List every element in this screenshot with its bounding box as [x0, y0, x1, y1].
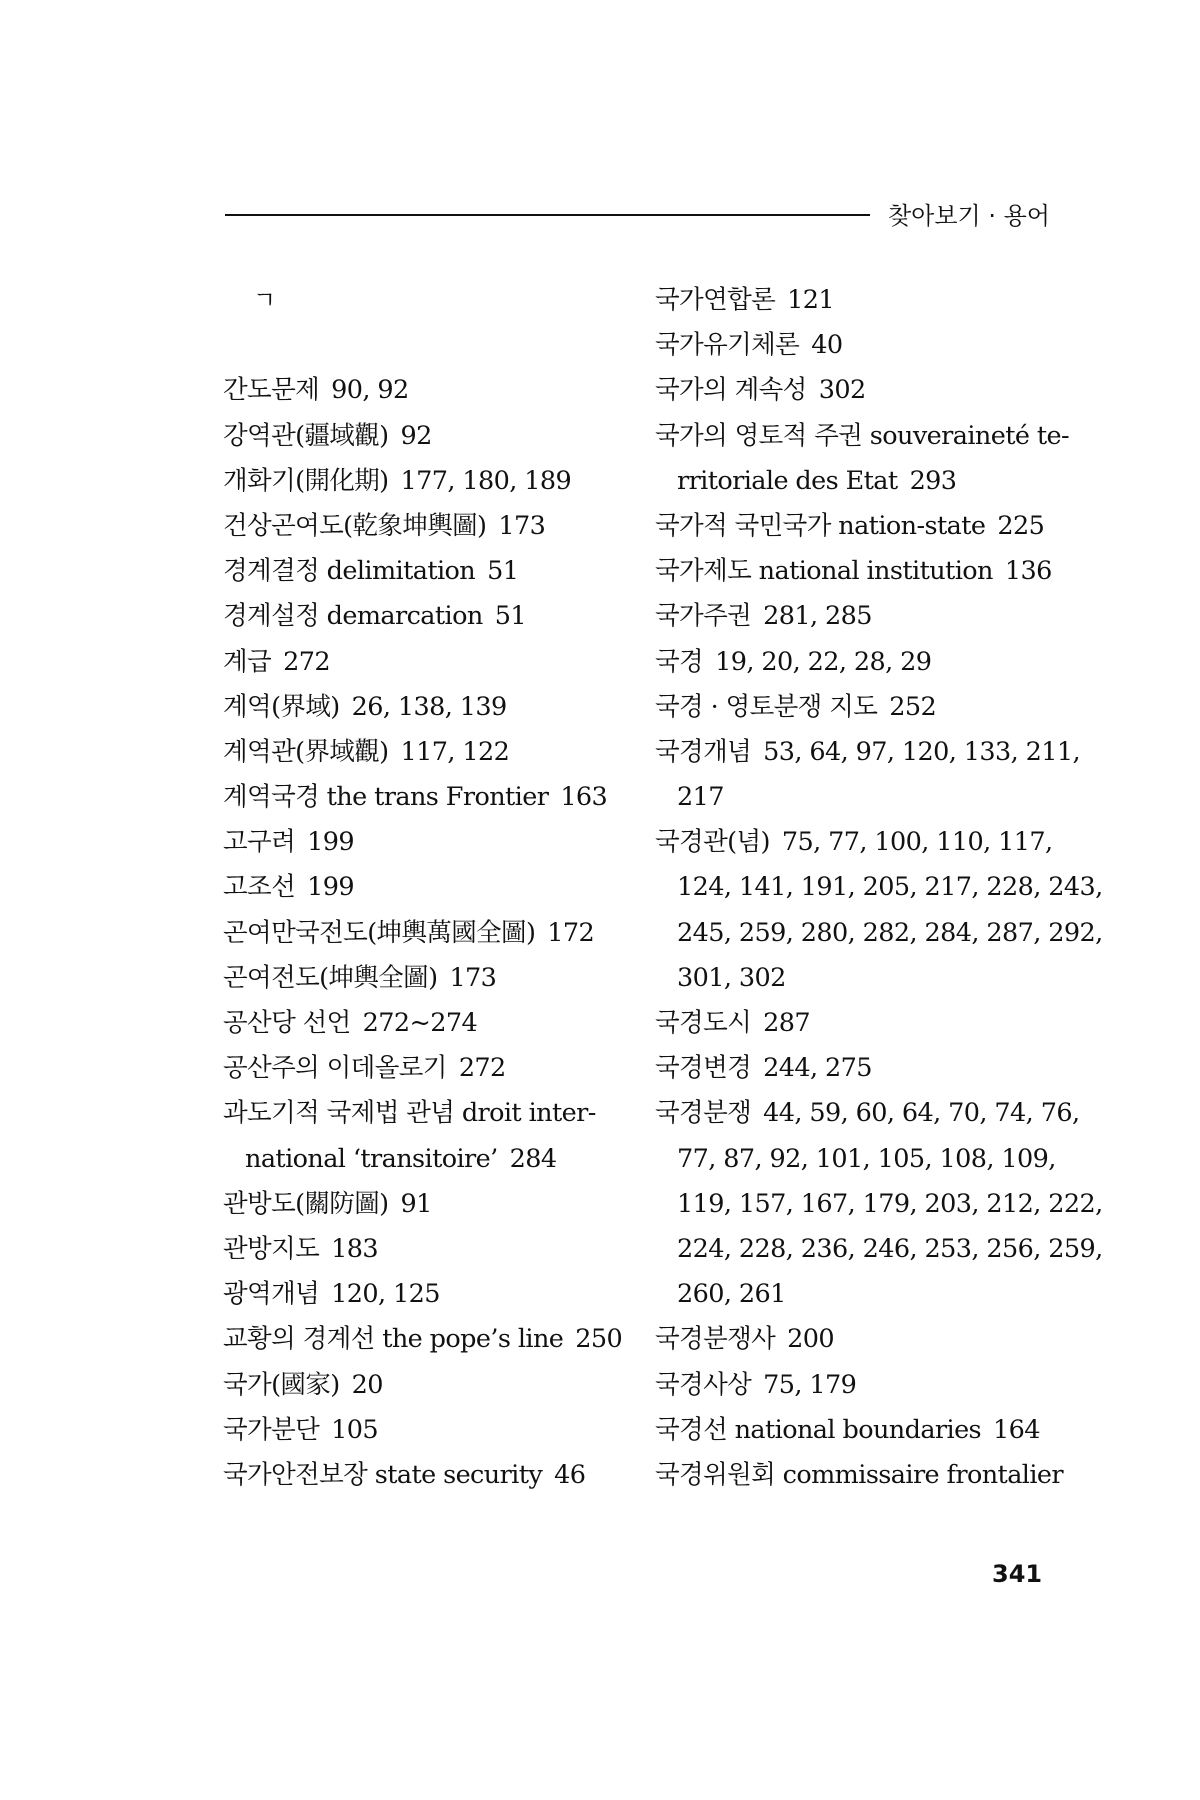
index-entry — [655, 685, 1050, 730]
index-pages: 120, 125 — [331, 1279, 440, 1310]
index-pages: 217 — [677, 782, 724, 813]
index-entry — [223, 504, 625, 549]
index-term: 계역(界域) — [223, 691, 340, 722]
index-pages: 26, 138, 139 — [351, 691, 507, 722]
index-term: 관방도(關防圖) — [223, 1188, 389, 1219]
index-entry — [223, 1182, 625, 1227]
index-pages: 183 — [331, 1233, 379, 1264]
index-pages: 173 — [449, 962, 497, 993]
index-term: 공산주의 이데올로기 — [223, 1053, 447, 1084]
index-entry — [655, 1317, 1050, 1362]
index-term: 간도문제 — [223, 375, 320, 406]
index-pages: 272 — [458, 1053, 506, 1084]
index-entry-continuation — [655, 1227, 1103, 1272]
index-pages: 164 — [993, 1414, 1040, 1445]
index-term: 국경관(념) — [655, 827, 770, 858]
index-entry — [223, 1091, 625, 1136]
index-term: 국경변경 — [655, 1053, 752, 1084]
index-pages: 119, 157, 167, 179, 203, 212, 222, — [677, 1188, 1103, 1219]
index-term: 계급 — [223, 646, 272, 677]
index-term: 교황의 경계선 the pope’s line — [223, 1324, 564, 1355]
index-term: 국가적 국민국가 nation-state — [655, 510, 986, 541]
index-term: 강역관(疆域觀) — [223, 420, 389, 451]
index-entry — [655, 414, 1070, 459]
index-entry — [655, 323, 1050, 368]
index-entry — [655, 549, 1050, 594]
index-term: 국경사상 — [655, 1369, 752, 1400]
index-entry — [223, 730, 625, 775]
index-entry-continuation — [655, 865, 1103, 910]
running-header — [225, 188, 1050, 238]
header-title: 찾아보기 · 용어 — [888, 202, 1050, 230]
index-entry — [655, 594, 1050, 639]
index-entry-continuation — [655, 1272, 1050, 1317]
index-entry — [655, 1453, 1063, 1498]
index-pages: 75, 77, 100, 110, 117, — [781, 827, 1053, 858]
index-pages: 20 — [351, 1369, 383, 1400]
index-pages: 51 — [487, 556, 519, 587]
index-entry — [223, 1001, 625, 1046]
index-pages: 224, 228, 236, 246, 253, 256, 259, — [677, 1233, 1103, 1264]
index-pages: 172 — [547, 917, 595, 948]
index-term: 국경 · 영토분쟁 지도 — [655, 691, 878, 722]
index-entry — [655, 1091, 1080, 1136]
index-entry — [655, 1363, 1050, 1408]
index-pages: 124, 141, 191, 205, 217, 228, 243, — [677, 872, 1103, 903]
index-entry — [223, 685, 625, 730]
index-pages: 136 — [1004, 556, 1052, 587]
index-term: 건상곤여도(乾象坤輿圖) — [223, 510, 487, 541]
index-pages: 200 — [787, 1324, 835, 1355]
index-pages: 75, 179 — [763, 1369, 857, 1400]
index-column-left — [223, 278, 625, 1498]
index-term: 광역개념 — [223, 1279, 320, 1310]
index-column-right — [655, 278, 1103, 1498]
index-pages: 199 — [307, 827, 354, 858]
index-pages: 260, 261 — [677, 1279, 786, 1310]
index-term: 국가의 영토적 주권 souveraineté te- — [655, 420, 1070, 451]
index-entry — [655, 820, 1053, 865]
index-entry-continuation — [655, 956, 1050, 1001]
index-term: 경계결정 delimitation — [223, 556, 476, 587]
section-spacer — [223, 323, 625, 368]
index-term: 국경위원회 commissaire frontalier — [655, 1459, 1063, 1490]
index-pages: 177, 180, 189 — [400, 465, 572, 496]
index-pages: 244, 275 — [763, 1053, 872, 1084]
index-pages: 121 — [787, 285, 835, 315]
index-term: 관방지도 — [223, 1233, 320, 1264]
index-entry — [223, 414, 625, 459]
index-term: 국가연합론 — [655, 285, 776, 315]
index-term: 국가주권 — [655, 601, 752, 632]
index-entry — [223, 820, 625, 865]
index-entry — [223, 1408, 625, 1453]
index-entry — [655, 1408, 1050, 1453]
index-term: 국경개념 — [655, 736, 752, 767]
index-entry — [223, 1453, 625, 1498]
index-entry — [223, 1317, 625, 1362]
index-entry — [223, 956, 625, 1001]
index-term: 고구려 — [223, 827, 296, 858]
index-entry — [655, 730, 1081, 775]
index-term: 공산당 선언 — [223, 1008, 351, 1038]
index-pages: 293 — [909, 465, 957, 496]
index-pages: 44, 59, 60, 64, 70, 74, 76, — [763, 1098, 1080, 1129]
index-term: 계역관(界域觀) — [223, 736, 389, 767]
index-pages: 225 — [997, 510, 1045, 541]
index-pages: 19, 20, 22, 28, 29 — [715, 646, 932, 677]
index-term: 개화기(開化期) — [223, 465, 389, 496]
index-entry — [223, 1363, 625, 1408]
index-entry — [223, 911, 625, 956]
index-pages: 250 — [575, 1324, 623, 1355]
index-entry — [655, 278, 1050, 323]
index-entry — [655, 1046, 1050, 1091]
index-entry — [655, 368, 1050, 413]
index-term: 고조선 — [223, 872, 296, 903]
index-pages: 284 — [509, 1143, 557, 1174]
index-term: 경계설정 demarcation — [223, 601, 483, 632]
index-entry-continuation — [655, 1137, 1056, 1182]
index-pages: 252 — [889, 691, 937, 722]
index-entry — [223, 1227, 625, 1272]
index-entry — [223, 640, 625, 685]
index-pages: 51 — [494, 601, 526, 632]
index-term: 곤여만국전도(坤輿萬國全圖) — [223, 917, 536, 948]
page-number: 341 — [992, 1560, 1043, 1588]
index-term: 계역국경 the trans Frontier — [223, 782, 549, 813]
index-pages: 117, 122 — [400, 736, 510, 767]
index-term: 국경선 national boundaries — [655, 1414, 982, 1445]
index-pages: 245, 259, 280, 282, 284, 287, 292, — [677, 917, 1103, 948]
index-pages: 272~274 — [362, 1008, 478, 1038]
index-pages: 173 — [498, 510, 546, 541]
index-entry-continuation — [655, 775, 1050, 820]
index-pages: 272 — [283, 646, 330, 677]
index-term: 국경분쟁사 — [655, 1324, 776, 1355]
index-pages: 301, 302 — [677, 962, 786, 993]
section-letter: ㄱ — [253, 286, 276, 314]
index-entry — [223, 1272, 625, 1317]
index-entry — [223, 865, 625, 910]
index-pages: 46 — [554, 1459, 586, 1490]
index-entry — [223, 775, 625, 820]
index-entry-continuation — [655, 911, 1103, 956]
index-entry — [655, 504, 1050, 549]
index-term: 곤여전도(坤輿全圖) — [223, 962, 438, 993]
header-rule — [225, 214, 870, 216]
index-term: 국가의 계속성 — [655, 375, 807, 406]
index-term: 과도기적 국제법 관념 droit inter- — [223, 1098, 596, 1129]
index-term: 국경 — [655, 646, 704, 677]
index-entry-continuation — [223, 1137, 625, 1182]
index-entry — [223, 459, 625, 504]
index-term: rritoriale des Etat — [677, 465, 898, 496]
index-term: 국가제도 national institution — [655, 556, 993, 587]
index-term: national ‘transitoire’ — [245, 1143, 498, 1174]
index-pages: 163 — [560, 782, 608, 813]
index-entry — [223, 368, 625, 413]
index-entry — [223, 594, 625, 639]
index-pages: 281, 285 — [763, 601, 872, 632]
index-pages: 90, 92 — [331, 375, 409, 406]
index-term: 국가분단 — [223, 1414, 320, 1445]
index-pages: 105 — [331, 1414, 379, 1445]
index-pages: 53, 64, 97, 120, 133, 211, — [763, 736, 1081, 767]
index-term: 국경도시 — [655, 1008, 752, 1038]
index-entry — [655, 640, 1050, 685]
index-term: 국가유기체론 — [655, 330, 800, 361]
index-entry — [223, 549, 625, 594]
index-pages: 302 — [818, 375, 866, 406]
index-entry-continuation — [655, 1182, 1103, 1227]
index-pages: 77, 87, 92, 101, 105, 108, 109, — [677, 1143, 1056, 1174]
index-pages: 91 — [400, 1188, 432, 1219]
index-pages: 199 — [307, 872, 354, 903]
index-entry-continuation — [655, 459, 1050, 504]
index-pages: 40 — [811, 330, 843, 361]
index-term: 국가안전보장 state security — [223, 1459, 543, 1490]
index-pages: 92 — [400, 420, 432, 451]
index-pages: 287 — [763, 1008, 811, 1038]
index-entry — [655, 1001, 1050, 1046]
index-entry — [223, 1046, 625, 1091]
index-term: 국가(國家) — [223, 1369, 340, 1400]
index-term: 국경분쟁 — [655, 1098, 752, 1129]
